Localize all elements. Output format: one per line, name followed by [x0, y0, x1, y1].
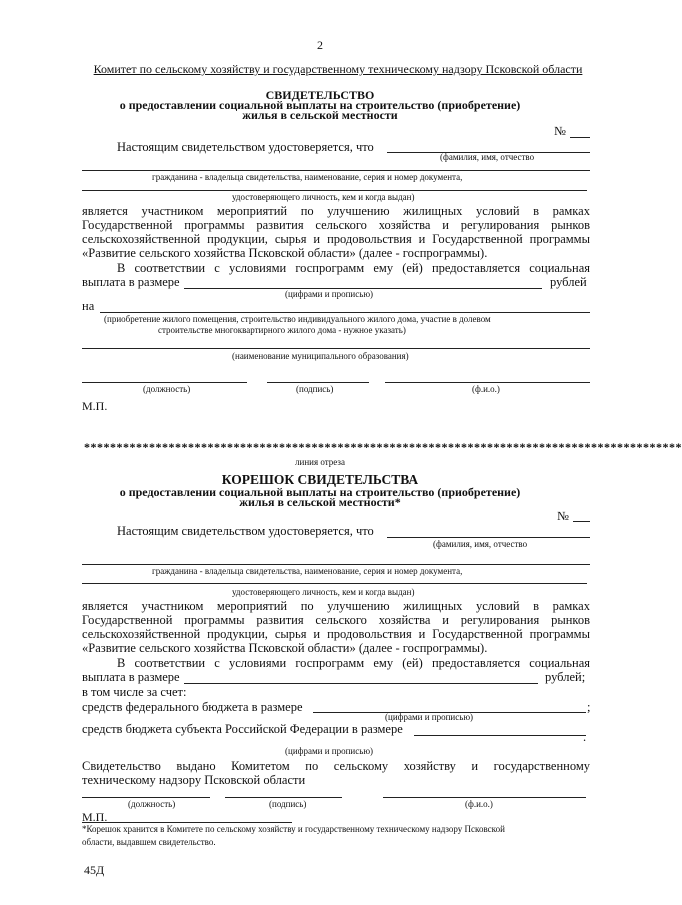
stub-issued-line-1: Свидетельство выдано Комитетом по сельскому хозяйству и государственному	[82, 759, 590, 773]
certificate-subtitle-1: о предоставлении социальной выплаты на строительство (приобретение)	[119, 98, 521, 112]
stub-accordance: В соответствии с условиями госпрограмм ему (ей) предоставляется социальная	[117, 656, 590, 670]
certificate-certify-text: Настоящим свидетельством удостоверяется, что	[117, 140, 374, 154]
certificate-hint-amount: (цифрами и прописью)	[285, 289, 374, 299]
stub-sign-name: (ф.и.о.)	[465, 799, 493, 809]
stub-hint-doc: гражданина - владельца свидетельства, наименование, серия и номер документа,	[152, 566, 463, 576]
certificate-rubles: рублей	[550, 275, 587, 289]
stub-subtitle-1: о предоставлении социальной выплаты на строительство (приобретение)	[119, 485, 521, 499]
certificate-body	[82, 204, 590, 260]
certificate-sign-signature: (подпись)	[296, 384, 334, 394]
page-number: 2	[317, 38, 323, 52]
certificate-body-last: «Развитие сельского хозяйства Псковской области» (далее - госпрограммы).	[82, 246, 488, 260]
stub-hint-identity: удостоверяющего личность, кем и когда выдан)	[232, 587, 415, 597]
stub-signature-field[interactable]	[225, 797, 342, 798]
certificate-hint-municipality: (наименование муниципального образования)	[232, 351, 409, 361]
stub-body	[82, 599, 590, 655]
stub-regional-field[interactable]	[414, 735, 586, 736]
stub-body-line: Государственной программы развития сельского хозяйства и регулирования рынков	[82, 613, 590, 627]
stub-certify-text: Настоящим свидетельством удостоверяется, что	[117, 524, 374, 538]
cut-line-stars: ********************************************************************************************	[84, 440, 682, 454]
certificate-accordance: В соответствии с условиями госпрограмм ему (ей) предоставляется социальная	[117, 261, 590, 275]
committee-header: Комитет по сельскому хозяйству и государственному техническому надзору Псковской области	[93, 62, 583, 76]
certificate-number-field[interactable]	[570, 137, 590, 138]
stub-including: в том числе за счет:	[82, 685, 187, 699]
stub-sign-position: (должность)	[128, 799, 176, 809]
stub-doc-field[interactable]	[82, 564, 590, 565]
stub-title: КОРЕШОК СВИДЕТЕЛЬСТВА	[221, 472, 419, 487]
stub-identity-field[interactable]	[82, 583, 587, 584]
certificate-position-field[interactable]	[82, 382, 247, 383]
certificate-purpose-field[interactable]	[100, 312, 590, 313]
stub-semicolon: ;	[587, 700, 591, 714]
certificate-identity-field[interactable]	[82, 190, 587, 191]
stub-number-label: №	[557, 509, 569, 523]
stub-body-line: является участником мероприятий по улучшению жилищных условий в рамках	[82, 599, 590, 613]
page-footer-code: 45Д	[84, 863, 105, 877]
certificate-payment-label: выплата в размере	[82, 275, 180, 289]
certificate-hint-purpose-1: (приобретение жилого помещения, строительство индивидуального жилого дома, участие в долевом	[104, 314, 491, 324]
stub-footnote-2: области, выдавшем свидетельство.	[82, 837, 216, 847]
stub-sign-signature: (подпись)	[269, 799, 307, 809]
certificate-municipality-field[interactable]	[82, 348, 590, 349]
stub-period: .	[583, 730, 587, 744]
stub-name-field[interactable]	[387, 537, 590, 538]
stub-body-last: «Развитие сельского хозяйства Псковской области» (далее - госпрограммы).	[82, 641, 488, 655]
certificate-stamp: М.П.	[82, 399, 108, 413]
certificate-body-line: Государственной программы развития сельского хозяйства и регулирования рынков	[82, 218, 590, 232]
certificate-hint-name: (фамилия, имя, отчество	[440, 152, 535, 162]
stub-federal-label: средств федерального бюджета в размере	[82, 700, 303, 714]
stub-fio-field[interactable]	[383, 797, 586, 798]
cut-line-label: линия отреза	[295, 457, 345, 467]
stub-rubles: рублей;	[545, 670, 586, 684]
certificate-for-label: на	[82, 299, 95, 313]
stub-hint-amount-2: (цифрами и прописью)	[285, 746, 374, 756]
certificate-sign-name: (ф.и.о.)	[472, 384, 500, 394]
stub-subtitle-2: жилья в сельской местности*	[239, 495, 401, 509]
certificate-body-line: сельскохозяйственной продукции, сырья и продовольствия и Государственной программы	[82, 232, 590, 246]
certificate-subtitle-2: жилья в сельской местности	[242, 108, 398, 122]
footnote-divider	[82, 822, 292, 823]
certificate-hint-doc: гражданина - владельца свидетельства, наименование, серия и номер документа,	[152, 172, 463, 182]
stub-issued-line-2: техническому надзору Псковской области	[82, 773, 306, 787]
stub-footnote-1: *Корешок хранится в Комитете по сельскому хозяйству и государственному техническому надзору Псковской	[82, 824, 505, 834]
certificate-signature-field[interactable]	[267, 382, 369, 383]
stub-hint-amount-1: (цифрами и прописью)	[385, 712, 474, 722]
stub-payment-label: выплата в размере	[82, 670, 180, 684]
certificate-doc-field[interactable]	[82, 170, 590, 171]
stub-amount-field[interactable]	[184, 683, 538, 684]
certificate-body-line: является участником мероприятий по улучшению жилищных условий в рамках	[82, 204, 590, 218]
stub-position-field[interactable]	[82, 797, 210, 798]
stub-stamp: М.П.	[82, 810, 108, 824]
certificate-title: СВИДЕТЕЛЬСТВО	[265, 88, 375, 102]
stub-number-field[interactable]	[573, 521, 590, 522]
stub-hint-name: (фамилия, имя, отчество	[433, 539, 528, 549]
certificate-hint-purpose-2: строительстве многоквартирного жилого дома - нужное указать)	[158, 325, 406, 335]
stub-body-line: сельскохозяйственной продукции, сырья и продовольствия и Государственной программы	[82, 627, 590, 641]
stub-regional-label: средств бюджета субъекта Российской Федерации в размере	[82, 722, 403, 736]
certificate-sign-position: (должность)	[143, 384, 191, 394]
certificate-fio-field[interactable]	[385, 382, 590, 383]
certificate-number-label: №	[554, 124, 566, 138]
certificate-hint-identity: удостоверяющего личность, кем и когда выдан)	[232, 192, 415, 202]
